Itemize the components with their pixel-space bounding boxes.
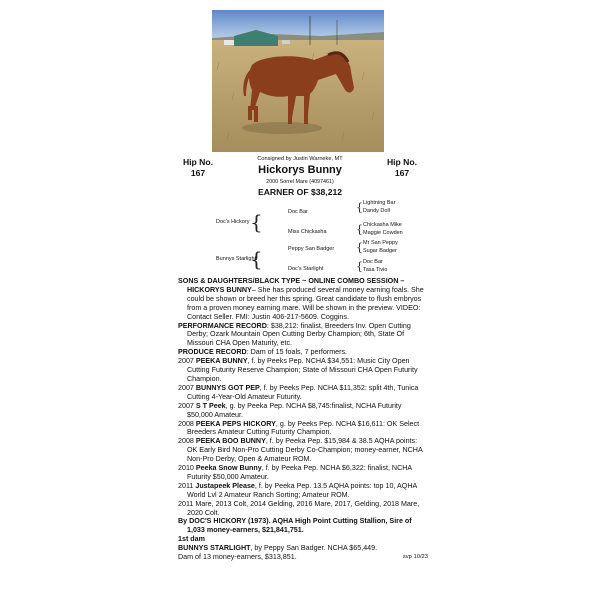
produce-entry-name: BUNNYS GOT PEP	[195, 383, 260, 392]
sons-paragraph	[178, 277, 428, 322]
produce-entry-text: , f. by Peeka Pep. 13.5 AQHA points: top 10, AQHA World Lvl 2 Amateur Ranch Sorting; Amateur ROM.	[187, 481, 417, 499]
pedigree-sire-sire: Doc Bar	[288, 209, 308, 215]
first-dam-text: , by Peppy San Badger. NCHA $65,449. Dam of 13 money-earners, $313,851.	[178, 544, 378, 562]
produce-entry-text: , f. by Peeks Pep. NCHA $11,352: split 4th, Tunica Cutting 4-Year-Old Amateur Futurity.	[187, 383, 419, 401]
sire-summary: By DOC'S HICKORY (1973). AQHA High Point Cutting Stallion, Sire of 1,033 money-earners, $21,841,751.	[178, 517, 412, 535]
produce-entry-year: 2007	[178, 357, 194, 366]
produce-entry-year: 2011	[178, 499, 194, 508]
produce-entry-year: 2008	[178, 437, 194, 446]
pedigree-dd-dam: Tasa Tivio	[363, 267, 388, 273]
produce-entry-year: 2011	[178, 481, 194, 490]
produce-entry-year: 2007	[178, 401, 194, 410]
produce-paragraph	[178, 348, 428, 357]
pedigree-dam-dam: Doc's Starlight	[288, 266, 324, 272]
performance-paragraph	[178, 322, 428, 349]
performance-text: : $38,212: finalist, Breeders Inv. Open Cutting Derby; Ozark Mountain Open Cutting Derby Champion; 6th, State Of Missouri CHA Open Maturity, etc.	[187, 321, 411, 348]
pedigree-dam: Bunnys Starlight	[216, 256, 257, 262]
produce-entry	[178, 464, 428, 482]
hip-number-left	[178, 157, 218, 179]
produce-entry-name: PEEKA BOO BUNNY	[195, 437, 266, 446]
produce-heading: PRODUCE RECORD	[178, 348, 247, 357]
pedigree-dam-sire: Peppy San Badger	[288, 246, 335, 252]
produce-entry-text: , g. by Peeka Pep. NCHA $8,745:finalist, NCHA Futurity $50,000 Amateur.	[187, 401, 402, 419]
horse-photo-image	[212, 10, 384, 152]
first-dam-name: BUNNYS STARLIGHT	[178, 544, 251, 553]
produce-entry-year: 2007	[178, 383, 194, 392]
catalog-page	[178, 10, 428, 595]
produce-entry-text: , f. by Peeks Pep. NCHA $34,551: Music City Open Cutting Futurity Reserve Champion; State of Missouri CHA Open Futurity Champion.	[187, 357, 418, 383]
first-dam-label: 1st dam	[178, 535, 205, 544]
produce-entry	[178, 402, 428, 420]
hip-label-left: Hip No.	[182, 157, 214, 167]
hip-value-left: 167	[190, 168, 206, 178]
produce-entry-name: Peeka Snow Bunny	[195, 464, 262, 473]
produce-entry-text: , g. by Peeks Pep. NCHA $16,611: OK Select Breeders Amateur Cutting Futurity Champion.	[187, 419, 420, 437]
first-dam-paragraph	[178, 544, 378, 562]
hip-label-right: Hip No.	[386, 157, 418, 167]
horse-description: 2000 Sorrel Mare (4097461)	[266, 179, 334, 185]
produce-entry-name: PEEKA BUNNY	[195, 357, 248, 366]
horse-name: Hickorys Bunny	[258, 164, 342, 176]
produce-entry	[178, 420, 428, 438]
produce-entry	[178, 482, 428, 500]
produce-entry-year: 2010	[178, 464, 194, 473]
produce-entry-text: , f. by Peeka Pep. NCHA $6,322: finalist, NCHA Futurity $50,000 Amateur.	[187, 464, 412, 481]
pedigree-brace-dd: {	[356, 260, 363, 273]
pedigree-sd-sire: Chickasha Mike	[363, 222, 402, 228]
produce-entry-name: S T Peek	[195, 401, 226, 410]
hip-number-right	[382, 157, 422, 179]
pedigree-sire-dam: Miss Chickasha	[288, 229, 327, 235]
produce-entry-text: Mare, 2013 Colt, 2014 Gelding, 2016 Mare, 2017, Gelding, 2018 Mare, 2020 Colt.	[187, 499, 420, 517]
catalog-body	[178, 277, 428, 562]
consignor-line: Consigned by Justin Warneke, MT	[257, 156, 343, 162]
pedigree-dd-sire: Doc Bar	[363, 259, 383, 265]
sons-heading: SONS & DAUGHTERS/BLACK TYPE ~ ONLINE COMBO SESSION – HICKORYS BUNNY	[178, 277, 405, 294]
produce-entry-name: PEEKA PEPS HICKORY	[195, 419, 276, 428]
produce-entry	[178, 437, 428, 464]
pedigree-brace-ds: {	[356, 241, 363, 254]
sons-text: – She has produced several money earning foals. She could be shown or breed her this spring. Great candidate to flush embryos from a proven money earning mare. Will be shown in the preview. VIDEO: Contact Seller. FMI: Justin 406-217-5609. Coggins.	[187, 285, 424, 321]
produce-entry	[178, 500, 428, 518]
produce-entry	[178, 384, 428, 402]
horse-photo	[212, 10, 384, 152]
produce-entry	[178, 357, 428, 384]
svp-code: svp 10/23	[402, 554, 428, 561]
pedigree-ds-sire: Mr San Peppy	[363, 240, 398, 246]
earnings-headline: EARNER OF $38,212	[257, 187, 343, 197]
first-dam-row	[178, 544, 428, 562]
pedigree-ss-dam: Dandy Doll	[363, 208, 390, 214]
pedigree-sd-dam: Maggie Cowden	[363, 230, 403, 236]
performance-heading: PERFORMANCE RECORD	[178, 321, 267, 330]
produce-entry-name: Justapeek Please	[195, 481, 255, 490]
pedigree-brace-sd: {	[356, 223, 363, 236]
pedigree-brace-ss: {	[356, 201, 363, 214]
produce-entry-year: 2008	[178, 419, 194, 428]
pedigree-ss-sire: Lightning Bar	[363, 200, 396, 206]
produce-text: : Dam of 15 foals, 7 performers.	[246, 348, 348, 357]
hip-value-right: 167	[394, 168, 410, 178]
pedigree-brace-sire: {	[250, 210, 263, 234]
pedigree-sire: Doc's Hickory	[216, 219, 250, 225]
pedigree-brace-dam: {	[250, 247, 263, 271]
produce-entry-text: , f. by Peeka Pep. $15,984 & 38.5 AQHA points: OK Early Bird Non-Pro Cutting Derby Co-Champion; money-earner, NCHA Non-Pro Derby, Open & Amateur ROM.	[187, 437, 423, 464]
pedigree-ds-dam: Sugar Badger	[363, 248, 397, 254]
